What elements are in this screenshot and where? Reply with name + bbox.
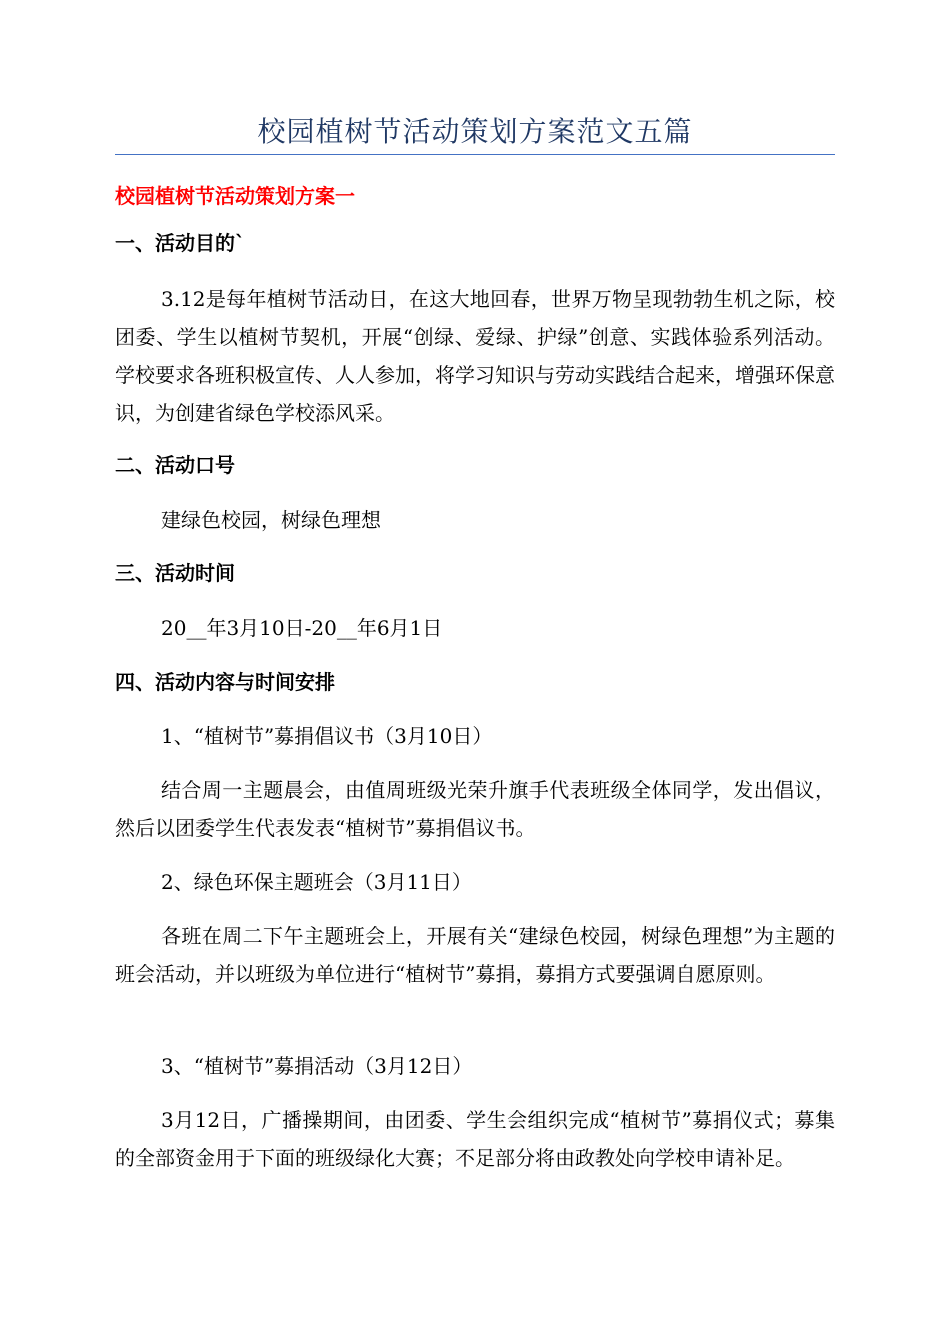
schedule-item-3-body: 3月12日，广播操期间，由团委、学生会组织完成“植树节”募捐仪式；募集的全部资金用于下面的班级绿化大赛；不足部分将由政教处向学校申请补足。	[115, 1108, 835, 1170]
paragraph-purpose: 3.12是每年植树节活动日，在这大地回春，世界万物呈现勃勃生机之际，校团委、学生以植树节契机，开展“创绿、爱绿、护绿”创意、实践体验系列活动。学校要求各班积极宣传、人人参加，将学习知识与劳动实践结合起来，增强环保意识，为创建省绿色学校添风采。	[115, 287, 835, 425]
schedule-item-2-title: 2、绿色环保主题班会（3月11日）	[161, 870, 472, 894]
paragraph-slogan: 建绿色校园，树绿色理想	[161, 508, 381, 532]
schedule-item-2-body: 各班在周二下午主题班会上，开展有关“建绿色校园，树绿色理想”为主题的班会活动，并以班级为单位进行“植树节”募捐，募捐方式要强调自愿原则。	[115, 924, 835, 986]
section-heading-slogan: 二、活动口号	[115, 453, 235, 477]
section-heading-purpose: 一、活动目的`	[115, 231, 245, 255]
schedule-item-3-title: 3、“植树节”募捐活动（3月12日）	[161, 1054, 473, 1078]
title-underline	[115, 154, 835, 155]
schedule-item-1-body: 结合周一主题晨会，由值周班级光荣升旗手代表班级全体同学，发出倡议，然后以团委学生代表发表“植树节”募捐倡议书。	[115, 778, 835, 840]
paragraph-time: 20__年3月10日-20__年6月1日	[161, 616, 443, 640]
plan-heading: 校园植树节活动策划方案一	[115, 184, 355, 208]
section-heading-schedule: 四、活动内容与时间安排	[115, 670, 335, 694]
document-title: 校园植树节活动策划方案范文五篇	[257, 115, 693, 148]
section-heading-time: 三、活动时间	[115, 561, 235, 585]
schedule-item-1-title: 1、“植树节”募捐倡议书（3月10日）	[161, 724, 493, 748]
